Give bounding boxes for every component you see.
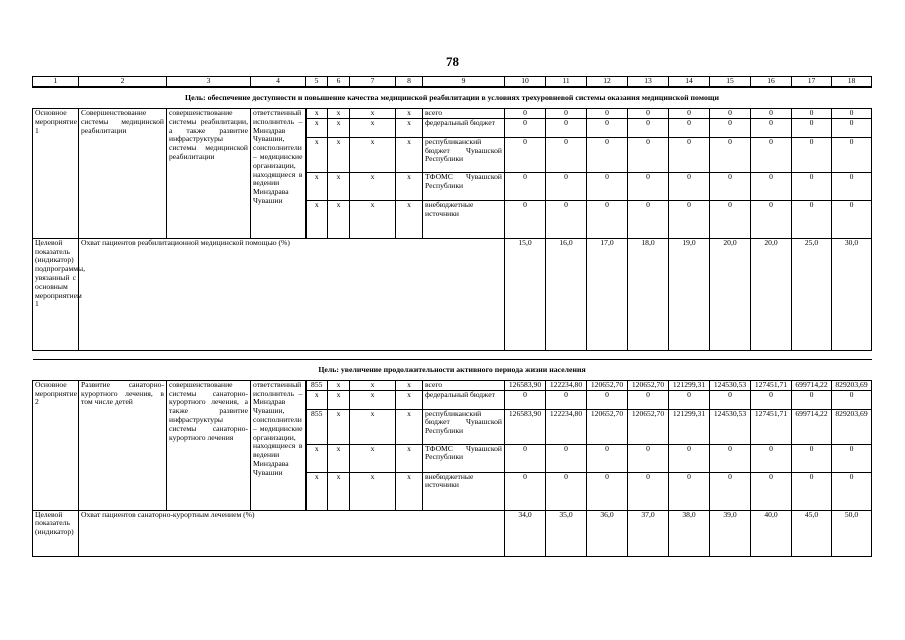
- code-vr: x: [396, 109, 423, 119]
- budget-value: 829203,69: [832, 409, 872, 444]
- column-number: 14: [669, 77, 710, 88]
- budget-value: 0: [832, 172, 872, 200]
- funding-source: республиканский бюджет Чувашской Республики: [423, 137, 505, 172]
- code-csr: x: [350, 137, 396, 172]
- code-rz: x: [328, 380, 350, 390]
- budget-value: 0: [792, 172, 832, 200]
- indicator-value: 30,0: [832, 238, 872, 350]
- funding-source: ТФОМС Чувашской Республики: [423, 172, 505, 200]
- column-number: 12: [587, 77, 628, 88]
- budget-value: 0: [546, 200, 587, 238]
- budget-value: 0: [832, 109, 872, 119]
- column-number: 1: [33, 77, 79, 88]
- budget-value: 0: [505, 390, 546, 409]
- budget-value: 0: [832, 137, 872, 172]
- indicator-row: [33, 238, 872, 350]
- indicator-label: Целевой показатель (индикатор) подпрограммы, увязанный с основным мероприятием 1: [33, 238, 79, 350]
- indicator-value: 45,0: [792, 510, 832, 556]
- code-vr: x: [396, 118, 423, 137]
- goal-heading: Цель: обеспечение доступности и повышение качества медицинской реабилитации в условиях трехуровневой системы оказания медицинской помощи: [33, 87, 872, 109]
- budget-value: 0: [587, 390, 628, 409]
- funding-source: федеральный бюджет: [423, 118, 505, 137]
- budget-row: [33, 109, 872, 119]
- budget-value: 124530,53: [710, 380, 751, 390]
- indicator-value: 36,0: [587, 510, 628, 556]
- budget-value: 0: [792, 472, 832, 510]
- column-number: 17: [792, 77, 832, 88]
- budget-value: 0: [792, 444, 832, 472]
- budget-table: [32, 76, 872, 557]
- code-csr: x: [350, 172, 396, 200]
- budget-value: 0: [587, 444, 628, 472]
- column-number: 6: [328, 77, 350, 88]
- code-vr: x: [396, 472, 423, 510]
- code-rz: x: [328, 118, 350, 137]
- indicator-value: 37,0: [628, 510, 669, 556]
- budget-row: [33, 380, 872, 390]
- budget-value: 120652,70: [587, 380, 628, 390]
- budget-value: 0: [546, 472, 587, 510]
- budget-value: 0: [751, 390, 792, 409]
- budget-value: 0: [710, 118, 751, 137]
- indicator-value: 38,0: [669, 510, 710, 556]
- code-csr: x: [350, 472, 396, 510]
- column-number: 13: [628, 77, 669, 88]
- budget-value: 0: [628, 118, 669, 137]
- budget-value: 0: [587, 200, 628, 238]
- goal-row: [33, 359, 872, 380]
- main-event-goal: совершенствование системы санаторно-курортного лечения, а также развитие инфраструктуры системы санаторно-курортного лечения: [167, 380, 251, 510]
- budget-value: 0: [546, 137, 587, 172]
- column-number: 8: [396, 77, 423, 88]
- code-rz: x: [328, 444, 350, 472]
- budget-value: 120652,70: [628, 409, 669, 444]
- budget-value: 126583,90: [505, 380, 546, 390]
- budget-value: 0: [669, 200, 710, 238]
- code-grbs: x: [306, 200, 328, 238]
- code-vr: x: [396, 409, 423, 444]
- funding-source: республиканский бюджет Чувашской Республики: [423, 409, 505, 444]
- budget-value: 0: [832, 118, 872, 137]
- funding-source: всего: [423, 109, 505, 119]
- budget-value: 0: [710, 390, 751, 409]
- budget-value: 0: [832, 444, 872, 472]
- main-event-label: Основное мероприятие 2: [33, 380, 79, 510]
- budget-value: 0: [669, 390, 710, 409]
- column-number: 11: [546, 77, 587, 88]
- budget-value: 122234,80: [546, 380, 587, 390]
- budget-value: 0: [628, 200, 669, 238]
- budget-value: 829203,69: [832, 380, 872, 390]
- code-vr: x: [396, 390, 423, 409]
- column-number: 9: [423, 77, 505, 88]
- budget-value: 0: [710, 172, 751, 200]
- column-number: 18: [832, 77, 872, 88]
- column-number: 15: [710, 77, 751, 88]
- budget-value: 0: [751, 444, 792, 472]
- budget-value: 0: [669, 137, 710, 172]
- indicator-value: 40,0: [751, 510, 792, 556]
- indicator-value: 50,0: [832, 510, 872, 556]
- code-rz: x: [328, 390, 350, 409]
- budget-value: 126583,90: [505, 409, 546, 444]
- budget-value: 0: [751, 118, 792, 137]
- column-number: 3: [167, 77, 251, 88]
- budget-value: 0: [546, 172, 587, 200]
- indicator-value: 18,0: [628, 238, 669, 350]
- budget-value: 0: [751, 200, 792, 238]
- code-grbs: x: [306, 137, 328, 172]
- budget-value: 0: [628, 472, 669, 510]
- code-rz: x: [328, 137, 350, 172]
- budget-value: 0: [751, 109, 792, 119]
- column-number: 5: [306, 77, 328, 88]
- code-csr: x: [350, 380, 396, 390]
- column-number-row: [33, 77, 872, 88]
- budget-value: 0: [505, 137, 546, 172]
- page-number: 78: [446, 54, 459, 69]
- budget-value: 0: [832, 390, 872, 409]
- budget-value: 0: [505, 472, 546, 510]
- funding-source: ТФОМС Чувашской Республики: [423, 444, 505, 472]
- column-number: 10: [505, 77, 546, 88]
- code-grbs: x: [306, 109, 328, 119]
- code-csr: x: [350, 444, 396, 472]
- indicator-value: 16,0: [546, 238, 587, 350]
- budget-value: 0: [669, 118, 710, 137]
- indicator-label: Целевой показатель (индикатор): [33, 510, 79, 556]
- code-grbs: x: [306, 390, 328, 409]
- column-number: 16: [751, 77, 792, 88]
- budget-value: 0: [751, 472, 792, 510]
- budget-value: 0: [587, 109, 628, 119]
- goal-row: [33, 87, 872, 109]
- budget-value: 0: [505, 172, 546, 200]
- budget-value: 0: [628, 444, 669, 472]
- goal-heading: Цель: увеличение продолжительности активного периода жизни населения: [33, 359, 872, 380]
- code-grbs: x: [306, 118, 328, 137]
- indicator-value: 20,0: [751, 238, 792, 350]
- budget-value: 0: [546, 118, 587, 137]
- budget-value: 124530,53: [710, 409, 751, 444]
- indicator-value: 35,0: [546, 510, 587, 556]
- budget-value: 0: [792, 200, 832, 238]
- budget-value: 122234,80: [546, 409, 587, 444]
- budget-value: 0: [710, 109, 751, 119]
- spacer-cell: [33, 350, 872, 359]
- budget-value: 0: [710, 137, 751, 172]
- code-grbs: 855: [306, 380, 328, 390]
- code-rz: x: [328, 472, 350, 510]
- budget-value: 0: [710, 200, 751, 238]
- budget-value: 0: [546, 109, 587, 119]
- code-vr: x: [396, 200, 423, 238]
- budget-value: 120652,70: [628, 380, 669, 390]
- column-number: 7: [350, 77, 396, 88]
- indicator-text: Охват пациентов реабилитационной медицинской помощью (%): [79, 238, 505, 350]
- executor: ответственный исполнитель – Минздрав Чувашии, соисполнители – медицинские организации, находящиеся в ведении Минздрава Чувашии: [251, 109, 306, 239]
- code-vr: x: [396, 380, 423, 390]
- code-rz: x: [328, 109, 350, 119]
- column-number: 4: [251, 77, 306, 88]
- budget-value: 0: [669, 472, 710, 510]
- budget-value: 0: [751, 137, 792, 172]
- budget-value: 0: [505, 109, 546, 119]
- indicator-value: 19,0: [669, 238, 710, 350]
- code-grbs: x: [306, 444, 328, 472]
- budget-value: 0: [628, 137, 669, 172]
- code-grbs: 855: [306, 409, 328, 444]
- code-csr: x: [350, 109, 396, 119]
- indicator-value: 17,0: [587, 238, 628, 350]
- main-event-name: Совершенствование системы медицинской реабилитации: [79, 109, 167, 239]
- budget-value: 0: [792, 109, 832, 119]
- code-grbs: x: [306, 172, 328, 200]
- code-vr: x: [396, 444, 423, 472]
- budget-value: 0: [546, 390, 587, 409]
- budget-value: 0: [505, 200, 546, 238]
- budget-value: 0: [546, 444, 587, 472]
- budget-value: 0: [792, 118, 832, 137]
- code-vr: x: [396, 172, 423, 200]
- budget-value: 127451,71: [751, 380, 792, 390]
- indicator-text: Охват пациентов санаторно-курортным лечением (%): [79, 510, 505, 556]
- code-rz: x: [328, 172, 350, 200]
- budget-value: 0: [587, 118, 628, 137]
- code-csr: x: [350, 118, 396, 137]
- budget-value: 0: [587, 172, 628, 200]
- main-event-name: Развитие санаторно-курортного лечения, в том числе детей: [79, 380, 167, 510]
- code-csr: x: [350, 390, 396, 409]
- indicator-value: 34,0: [505, 510, 546, 556]
- budget-value: 0: [751, 172, 792, 200]
- indicator-value: 25,0: [792, 238, 832, 350]
- indicator-value: 20,0: [710, 238, 751, 350]
- budget-value: 121299,31: [669, 380, 710, 390]
- budget-value: 120652,70: [587, 409, 628, 444]
- budget-value: 0: [628, 172, 669, 200]
- executor: ответственный исполнитель – Минздрав Чувашии, соисполнители – медицинские организации, находящиеся в ведении Минздрава Чувашии: [251, 380, 306, 510]
- budget-value: 0: [710, 472, 751, 510]
- budget-value: 0: [792, 137, 832, 172]
- budget-value: 0: [669, 172, 710, 200]
- indicator-value: 15,0: [505, 238, 546, 350]
- funding-source: внебюджетные источники: [423, 472, 505, 510]
- code-rz: x: [328, 409, 350, 444]
- budget-value: 699714,22: [792, 409, 832, 444]
- main-event-goal: совершенствование системы реабилитации, а также развитие инфраструктуры системы медицинской реабилитации: [167, 109, 251, 239]
- budget-value: 121299,31: [669, 409, 710, 444]
- budget-value: 0: [628, 109, 669, 119]
- budget-value: 0: [669, 109, 710, 119]
- indicator-row: [33, 510, 872, 556]
- indicator-value: 39,0: [710, 510, 751, 556]
- section-spacer: [33, 350, 872, 359]
- budget-value: 0: [832, 472, 872, 510]
- funding-source: всего: [423, 380, 505, 390]
- budget-value: 0: [832, 200, 872, 238]
- budget-value: 127451,71: [751, 409, 792, 444]
- budget-value: 0: [587, 137, 628, 172]
- column-number: 2: [79, 77, 167, 88]
- budget-value: 0: [505, 444, 546, 472]
- budget-value: 0: [587, 472, 628, 510]
- budget-value: 0: [710, 444, 751, 472]
- budget-value: 0: [792, 390, 832, 409]
- code-grbs: x: [306, 472, 328, 510]
- code-vr: x: [396, 137, 423, 172]
- budget-value: 699714,22: [792, 380, 832, 390]
- code-csr: x: [350, 409, 396, 444]
- code-csr: x: [350, 200, 396, 238]
- funding-source: внебюджетные источники: [423, 200, 505, 238]
- budget-value: 0: [669, 444, 710, 472]
- budget-value: 0: [628, 390, 669, 409]
- funding-source: федеральный бюджет: [423, 390, 505, 409]
- main-event-label: Основное мероприятие 1: [33, 109, 79, 239]
- code-rz: x: [328, 200, 350, 238]
- budget-value: 0: [505, 118, 546, 137]
